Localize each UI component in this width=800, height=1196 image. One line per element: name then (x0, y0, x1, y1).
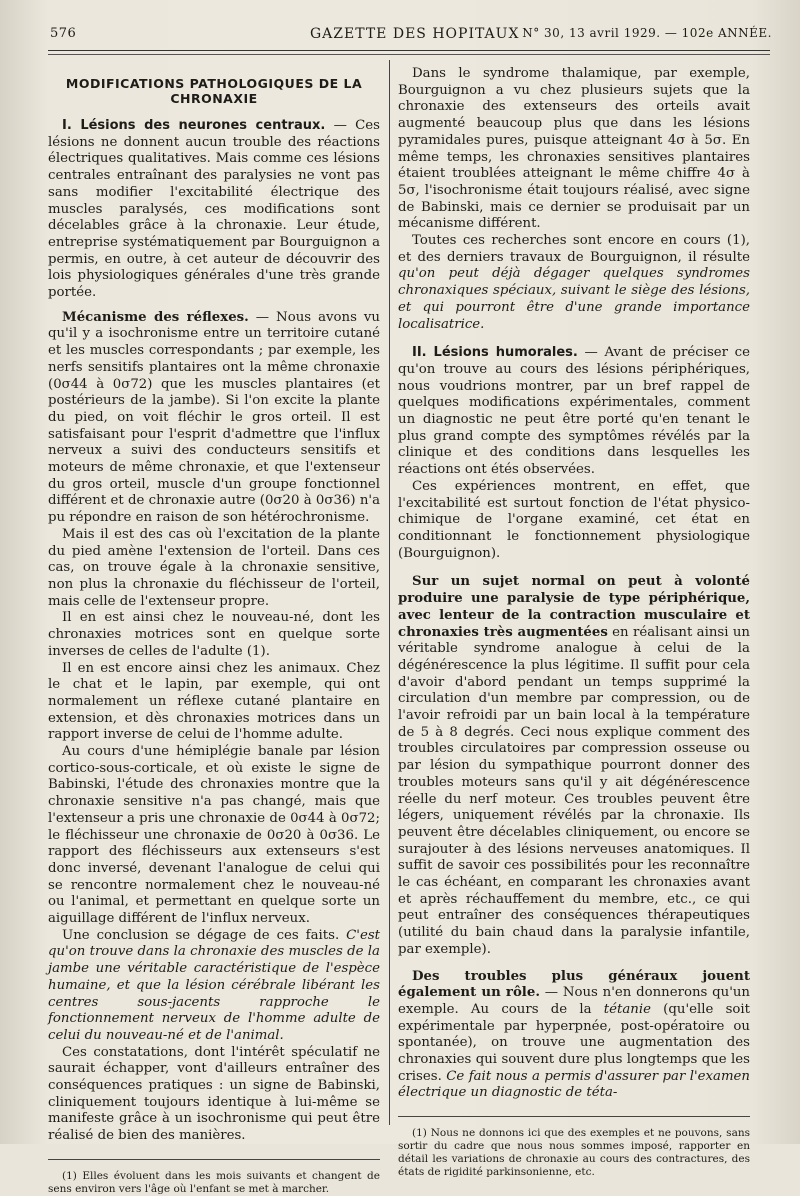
paragraph: Au cours d'une hémiplégie banale par lésion cortico-sous-corticale, et où existe le signe de Babinski, l'étude des chronaxies montre que la chronaxie sensitive n'a pas changé, mais que l'extenseur a pris une chronaxie de 0σ44 à 0σ72; le fléchisseur une chronaxie de 0σ20 à 0σ36. Le rapport des fléchisseurs aux extenseurs s'est donc inversé, devenant l'analogue de celui qui se rencontre normalement chez le nouveau-né ou l'animal, et permettant en quelque sorte un aiguillage différent de l'influx nerveux. (48, 744, 380, 927)
spacer (398, 959, 750, 969)
paragraph (48, 310, 380, 527)
spacer (398, 562, 750, 574)
paragraph (398, 969, 750, 1103)
bold-text: Des troubles plus généraux jouent également un rôle. (398, 968, 750, 1001)
paragraph-text: Une conclusion se dégage de ces faits. (62, 927, 347, 943)
paragraph: Ces expériences montrent, en effet, que l'excitabilité est surtout fonction de l'état physico-chimique de l'organe examiné, cet état en conditionnant le fonctionnement physiologique (Bourguignon). (398, 478, 750, 561)
italic-text: Ce fait nous a permis d'assurer par l'examen électrique un diagnostic de téta- (398, 1068, 750, 1101)
paragraph: Mais il est des cas où l'excitation de la plante du pied amène l'extension de l'orteil. Dans ces cas, on trouve égale à la chronaxie sensitive, non plus la chronaxie du fléchisseur de l'orteil, mais celle de l'extenseur propre. (48, 526, 380, 609)
journal-title: GAZETTE DES HOPITAUX (310, 26, 520, 42)
subsection-heading: II. Lésions humorales. (412, 345, 578, 361)
header-rule-thin (48, 54, 770, 55)
runin-heading: Mécanisme des réflexes. (62, 309, 249, 325)
paragraph-text: — Ces lésions ne donnent aucun trouble des réactions électriques qualitatives. Mais comme ces lésions centrales entraînant des paralysies ne vont pas sans modifier l'excitabilité électrique des muscles paralysés, ces modifications sont décelables grâce à la chronaxie. Leur étude, entreprise systématiquement par Bourguignon a permis, en outre, à cet auteur de découvrir des lois physiologiques générales d'une très grande portée. (48, 118, 380, 301)
footnote: (1) Elles évoluent dans les mois suivants et changent de sens environ vers l'âge où l'enfant se met à marcher. (48, 1169, 380, 1195)
page-number: 576 (50, 26, 77, 41)
header-rule (48, 50, 770, 51)
paragraph (48, 928, 380, 1045)
paragraph-text: — Avant de préciser ce qu'on trouve au cours des lésions périphériques, nous voudrions montrer, par un bref rappel de quelques modifications expérimentales, comment un diagnostic ne peut être porté qu'en tenant le plus grand compte des symptômes révélés par la clinique et des conditions dans lesquelles les réactions ont étés observées. (398, 345, 750, 478)
paragraph (48, 118, 380, 302)
footnote: (1) Nous ne donnons ici que des exemples et ne pouvons, sans sortir du cadre que nous nous sommes imposé, rapporter en détail les variations de chronaxie au cours des contractures, des états de rigidité parkinsonienne, etc. (398, 1127, 750, 1179)
paragraph: Dans le syndrome thalamique, par exemple, Bourguignon a vu chez plusieurs sujets que la chronaxie des extenseurs des orteils avait augmenté beaucoup plus que dans les lésions pyramidales pures, puisque atteignant 4σ à 5σ. En même temps, les chronaxies sensitives plantaires étaient troublées atteignant le même chiffre 4σ à 5σ, l'isochronisme était toujours réalisé, avec signe de Babinski, mais ce dernier se produisait par un mécanisme différent. (398, 66, 750, 232)
paragraph: Il en est encore ainsi chez les animaux. Chez le chat et le lapin, par exemple, qui ont normalement un réflexe cutané plantaire en extension, et dès chronaxies motrices dans un rapport inverse de celui de l'homme adulte. (48, 660, 380, 743)
paragraph: Ces constatations, dont l'intérêt spéculatif ne saurait échapper, vont d'ailleurs entraîner des conséquences pratiques : un signe de Babinski, cliniquement toujours identique à lui-même se manifeste grâce à un isochronisme qui peut être réalisé de bien des manières. (48, 1044, 380, 1144)
paragraph-text: en réalisant ainsi un véritable syndrome analogue à celui de la dégénérescence la plus légitime. Il suffit pour cela d'avoir d'abord pendant un temps supprimé la circulation d'un membre par compression, ou de l'avoir refroidi par un bain local à la température de 5 à 8 degrés. Ceci nous explique comment des troubles circulatoires par compression osseuse ou par lésion du sympathique pourront donner des troubles moteurs sans qu'il y ait dégénérescence réelle du nerf moteur. Ces troubles peuvent être légers, uniquement révélés par la chronaxie. Ils peuvent être décelables cliniquement, ou encore se surajouter à des lésions nerveuses anatomiques. Il suffit de savoir ces possibilités pour les reconnaître le cas échéant, en comparant les chronaxies avant et après réchauffement du membre, etc., ce qui peut entraîner des conséquences thérapeutiques (utilité du bain chaud dans la paralysie infantile, par exemple). (398, 624, 750, 957)
column-divider (389, 60, 390, 1125)
spacer (48, 302, 380, 310)
paragraph-text: — Nous n'en donnerons qu'un exemple. Au cours de la (398, 985, 750, 1017)
paragraph (398, 345, 750, 479)
section-title: MODIFICATIONS PATHOLOGIQUES DE LA CHRONAXIE (65, 76, 363, 106)
footnote-rule (48, 1159, 380, 1160)
italic-text: qu'on peut déjà dégager quelques syndromes chronaxiques spéciaux, suivant le siège des lésions, et qui pourront être d'une grande importance localisatrice. (398, 266, 750, 332)
right-column (398, 66, 750, 1179)
spacer (398, 333, 750, 345)
italic-conclusion: C'est qu'on trouve dans la chronaxie des muscles de la jambe une véritable caractéristique de l'espèce humaine, et que la lésion cérébrale libérant les centres sous-jacents rapproche le fonctionnement nerveux de l'homme adulte de celui du nouveau-né et de l'animal. (48, 927, 380, 1043)
paragraph-text: — Nous avons vu qu'il y a isochronisme entre un territoire cutané et les muscles correspondants ; par exemple, les nerfs sensitifs plantaires ont la même chronaxie (0σ44 à 0σ72) que les muscles plantaires (et postérieurs de la jambe). Si l'on excite la plante du pied, on voit fléchir le gros orteil. Il est satisfaisant pour l'esprit d'admettre que l'influx nerveux a suivi des conducteurs sensitifs et moteurs de même chronaxie, et que l'extenseur du gros orteil, muscle d'un groupe fonctionnel différent et de chronaxie autre (0σ20 à 0σ36) n'a pu répondre en raison de son hétérochronisme. (48, 309, 380, 526)
paragraph-text: Toutes ces recherches sont encore en cours (1), et des derniers travaux de Bourguignon, il résulte (398, 233, 750, 265)
paragraph-text: (qu'elle soit expérimentale par hyperpnée, post-opératoire ou spontanée), on trouve une augmentation des chronaxies qui souvent dure plus longtemps que les crises. (398, 1001, 750, 1084)
paragraph: Il en est ainsi chez le nouveau-né, dont les chronaxies motrices sont en quelque sorte inverses de celles de l'adulte (1). (48, 610, 380, 659)
page-header (40, 20, 782, 50)
paragraph (398, 574, 750, 958)
left-column (48, 66, 380, 1195)
subsection-heading: I. Lésions des neurones centraux. (62, 118, 326, 133)
footnote-rule (398, 1116, 750, 1117)
paragraph (398, 233, 750, 333)
italic-term: tétanie (603, 1001, 651, 1017)
bold-text: Sur un sujet normal on peut à volonté produire une paralysie de type périphérique, avec lenteur de la contraction musculaire et chronaxies très augmentées (398, 574, 750, 640)
issue-info: N° 30, 13 avril 1929. — 102e ANNÉE. (522, 26, 772, 40)
